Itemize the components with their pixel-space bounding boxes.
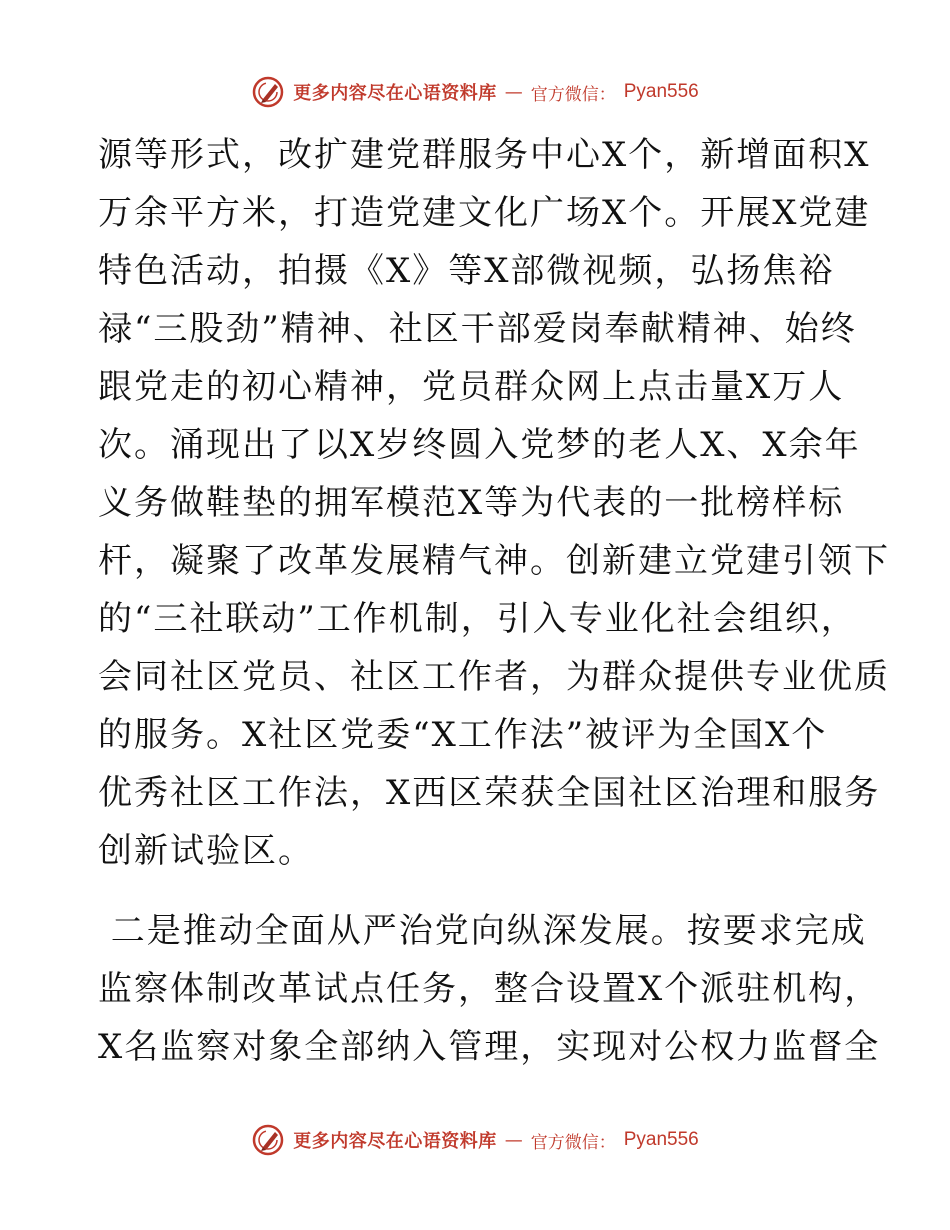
text-line: 次。涌现出了以X岁终圆入党梦的老人X、X余年 <box>98 425 861 465</box>
paragraph-1 <box>98 126 890 880</box>
banner-title: 更多内容尽在心语资料库 <box>293 1131 497 1152</box>
pen-nib-circle-icon <box>251 1123 285 1157</box>
text-line: 创新试验区。 <box>98 831 314 871</box>
text-line: 监察体制改革试点任务，整合设置X个派驻机构， <box>98 969 881 1009</box>
text-line: 优秀社区工作法，X西区荣获全国社区治理和服务 <box>98 773 881 813</box>
header-banner <box>0 72 950 112</box>
paragraph-gap <box>98 880 858 902</box>
text-line: 禄“三股劲”精神、社区干部爱岗奉献精神、始终 <box>98 309 857 349</box>
banner-contact-label: 官方微信： <box>530 1132 616 1153</box>
text-line: 义务做鞋垫的拥军模范X等为代表的一批榜样标 <box>98 483 845 523</box>
banner-contact-id: Pyan556 <box>623 1129 699 1150</box>
text-line: 跟党走的初心精神，党员群众网上点击量X万人 <box>98 367 845 407</box>
banner-separator: — <box>504 1129 523 1151</box>
text-line: X名监察对象全部纳入管理，实现对公权力监督全 <box>98 1027 881 1067</box>
text-line: 会同社区党员、社区工作者，为群众提供专业优质 <box>98 657 890 697</box>
banner-title: 更多内容尽在心语资料库 <box>293 83 497 104</box>
paragraph-2 <box>98 902 881 1076</box>
footer-banner <box>0 1120 950 1160</box>
text-line: 特色活动，拍摄《X》等X部微视频，弘扬焦裕 <box>98 251 835 291</box>
text-line: 源等形式，改扩建党群服务中心X个，新增面积X <box>98 135 871 175</box>
text-line: 的“三社联动”工作机制，引入专业化社会组织， <box>98 599 857 639</box>
text-line: 万余平方米，打造党建文化广场X个。开展X党建 <box>98 193 871 233</box>
text-line: 二是推动全面从严治党向纵深发展。按要求完成 <box>98 911 867 951</box>
banner-contact-label: 官方微信： <box>530 84 616 105</box>
text-line: 杆，凝聚了改革发展精气神。创新建立党建引领下 <box>98 541 890 581</box>
banner-contact-id: Pyan556 <box>623 81 699 102</box>
pen-nib-circle-icon <box>251 75 285 109</box>
banner-separator: — <box>504 81 523 103</box>
text-line: 的服务。X社区党委“X工作法”被评为全国X个 <box>98 715 828 755</box>
document-body <box>98 126 890 1076</box>
